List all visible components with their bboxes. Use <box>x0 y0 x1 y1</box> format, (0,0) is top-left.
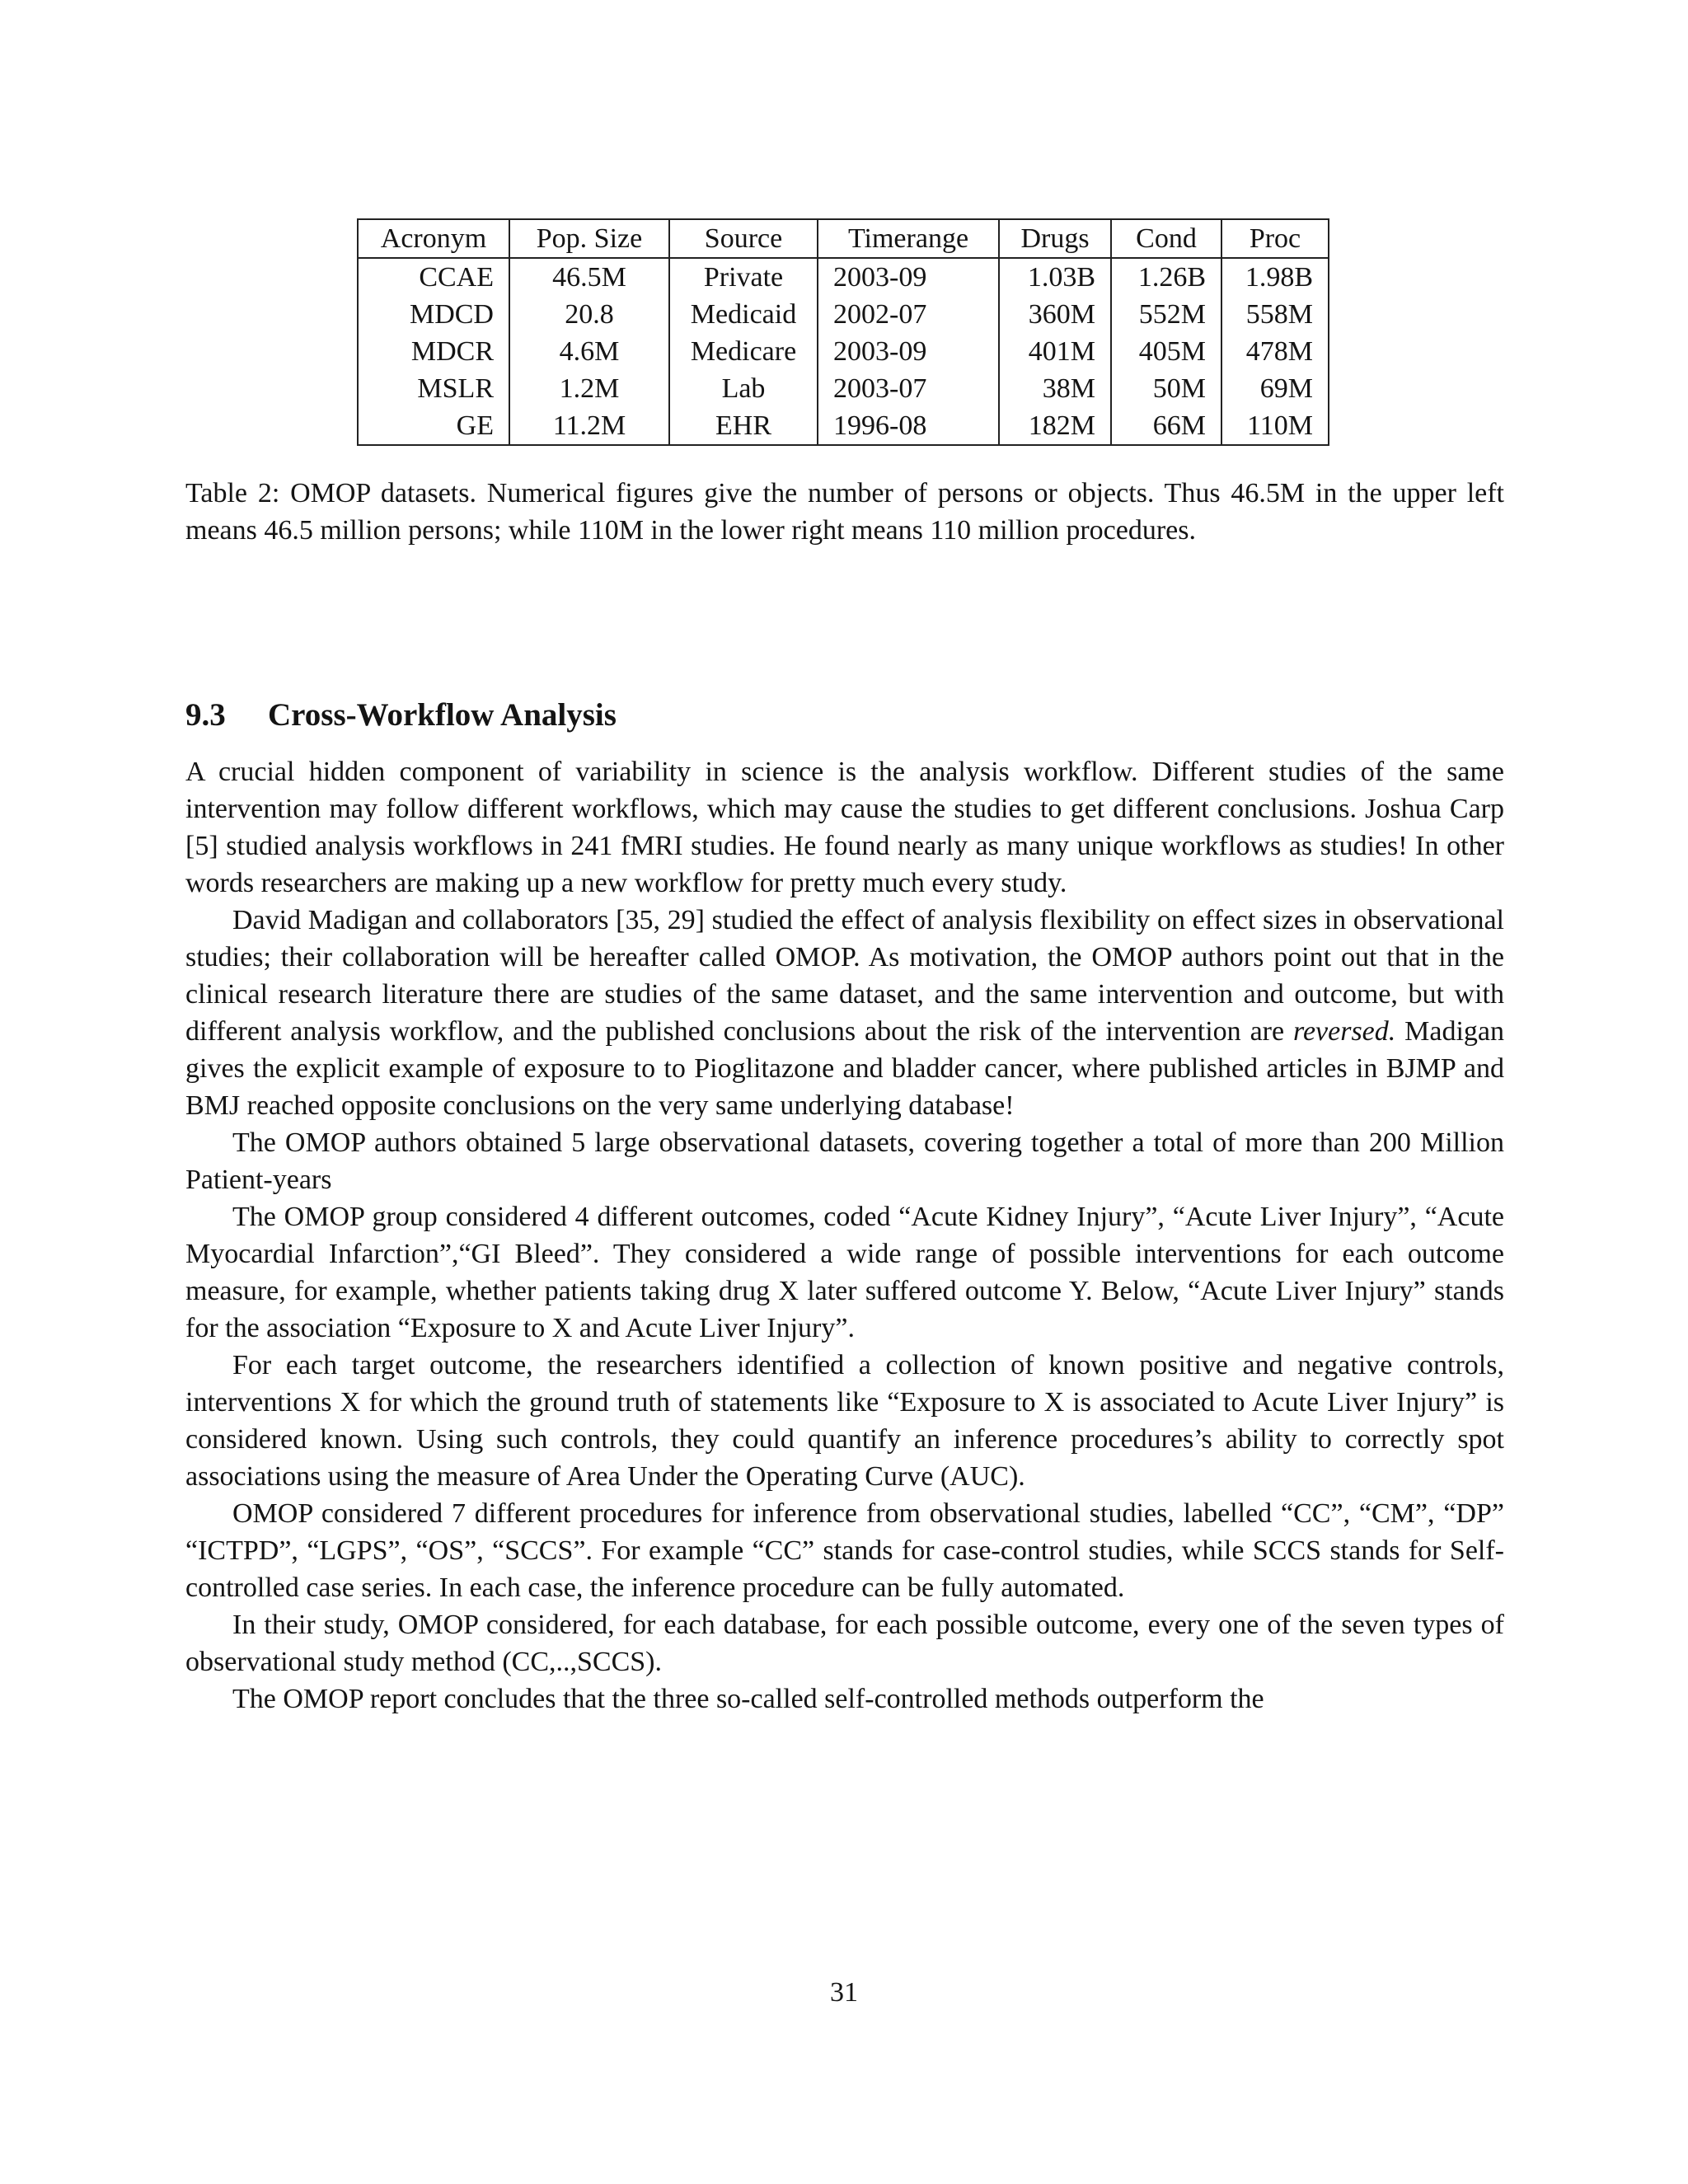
cell-cond: 405M <box>1111 333 1221 370</box>
cell-pop-size: 4.6M <box>509 333 669 370</box>
cell-cond: 50M <box>1111 370 1221 407</box>
header-acronym: Acronym <box>358 219 509 258</box>
paragraph: For each target outcome, the researchers identified a collection of known positive and negative controls, interventions X for which the ground truth of statements like “Exposure to X is associated to Acute Liver Injury” is considered known. Using such controls, they could quantify an inference procedures’s ability to correctly spot associations using the measure of Area Under the Operating Curve (AUC). <box>185 1350 1504 1492</box>
paragraph-text: David Madigan and collaborators [35, 29] studied the effect of analysis flexibility on effect sizes in observational studies; their collaboration will be hereafter called OMOP. As motivation, the OMOP authors point out that in the clinical research literature there are studies of the same dataset, and the same intervention and outcome, but with different analysis workflow, and the published conclusions about the risk of the intervention are <box>185 905 1504 1047</box>
cell-acronym: MSLR <box>358 370 509 407</box>
cell-source: Lab <box>669 370 818 407</box>
cell-drugs: 360M <box>999 296 1111 333</box>
table-row <box>358 407 1329 445</box>
paragraph: OMOP considered 7 different procedures for inference from observational studies, labelled “CC”, “CM”, “DP” “ICTPD”, “LGPS”, “OS”, “SCCS”. For example “CC” stands for case-control studies, while SCCS stands for Self-controlled case series. In each case, the inference procedure can be fully automated. <box>185 1498 1504 1603</box>
cell-cond: 1.26B <box>1111 258 1221 296</box>
cell-timerange: 2003-07 <box>818 370 999 407</box>
cell-drugs: 182M <box>999 407 1111 445</box>
section-title: Cross-Workflow Analysis <box>268 697 617 733</box>
table-row <box>358 370 1329 407</box>
section-number: 9.3 <box>185 697 226 733</box>
cell-acronym: MDCR <box>358 333 509 370</box>
paragraph: In their study, OMOP considered, for each database, for each possible outcome, every one of the seven types of observational study method (CC,..,SCCS). <box>185 1610 1504 1677</box>
table-body <box>358 258 1329 445</box>
cell-pop-size: 20.8 <box>509 296 669 333</box>
table-caption: Table 2: OMOP datasets. Numerical figures give the number of persons or objects. Thus 46.5M in the upper left means 46.5 million persons; while 110M in the lower right means 110 million procedures. <box>185 478 1504 546</box>
section-heading <box>185 695 617 736</box>
paragraph <box>185 902 1504 1124</box>
header-drugs: Drugs <box>999 219 1111 258</box>
header-timerange: Timerange <box>818 219 999 258</box>
cell-pop-size: 1.2M <box>509 370 669 407</box>
cell-cond: 66M <box>1111 407 1221 445</box>
table-header <box>358 219 1329 258</box>
page-number: 31 <box>830 1977 858 2008</box>
cell-source: EHR <box>669 407 818 445</box>
cell-drugs: 1.03B <box>999 258 1111 296</box>
cell-proc: 69M <box>1221 370 1329 407</box>
omop-datasets-table <box>357 218 1329 446</box>
cell-proc: 1.98B <box>1221 258 1329 296</box>
cell-pop-size: 11.2M <box>509 407 669 445</box>
cell-source: Medicaid <box>669 296 818 333</box>
emphasis-text: reversed. <box>1292 1016 1396 1047</box>
table-row <box>358 258 1329 296</box>
cell-drugs: 38M <box>999 370 1111 407</box>
cell-acronym: MDCD <box>358 296 509 333</box>
cell-timerange: 2002-07 <box>818 296 999 333</box>
header-cond: Cond <box>1111 219 1221 258</box>
cell-acronym: GE <box>358 407 509 445</box>
paragraph: The OMOP report concludes that the three so-called self-controlled methods outperform the <box>232 1684 1264 1714</box>
cell-proc: 558M <box>1221 296 1329 333</box>
cell-drugs: 401M <box>999 333 1111 370</box>
paragraph-text: Madigan gives the explicit example of exposure to to Pioglitazone and bladder cancer, where published articles in BJMP and BMJ reached opposite conclusions on the very same underlying database! <box>185 1016 1505 1121</box>
table-row <box>358 296 1329 333</box>
cell-source: Medicare <box>669 333 818 370</box>
table-header-row <box>358 219 1329 258</box>
header-proc: Proc <box>1221 219 1329 258</box>
paragraph: The OMOP authors obtained 5 large observational datasets, covering together a total of more than 200 Million Patient-years <box>185 1127 1504 1195</box>
cell-timerange: 2003-09 <box>818 333 999 370</box>
cell-cond: 552M <box>1111 296 1221 333</box>
table-row <box>358 333 1329 370</box>
header-pop-size: Pop. Size <box>509 219 669 258</box>
cell-timerange: 1996-08 <box>818 407 999 445</box>
cell-pop-size: 46.5M <box>509 258 669 296</box>
section-body <box>185 753 1504 1718</box>
paragraph: The OMOP group considered 4 different outcomes, coded “Acute Kidney Injury”, “Acute Liver Injury”, “Acute Myocardial Infarction”,“GI Bleed”. They considered a wide range of possible interventions for each outcome measure, for example, whether patients taking drug X later suffered outcome Y. Below, “Acute Liver Injury” stands for the association “Exposure to X and Acute Liver Injury”. <box>185 1202 1504 1343</box>
paragraph: A crucial hidden component of variability in science is the analysis workflow. Different studies of the same intervention may follow different workflows, which may cause the studies to get different conclusions. Joshua Carp [5] studied analysis workflows in 241 fMRI studies. He found nearly as many unique workflows as studies! In other words researchers are making up a new workflow for pretty much every study. <box>185 757 1504 898</box>
cell-proc: 110M <box>1221 407 1329 445</box>
cell-proc: 478M <box>1221 333 1329 370</box>
header-source: Source <box>669 219 818 258</box>
cell-timerange: 2003-09 <box>818 258 999 296</box>
cell-acronym: CCAE <box>358 258 509 296</box>
cell-source: Private <box>669 258 818 296</box>
